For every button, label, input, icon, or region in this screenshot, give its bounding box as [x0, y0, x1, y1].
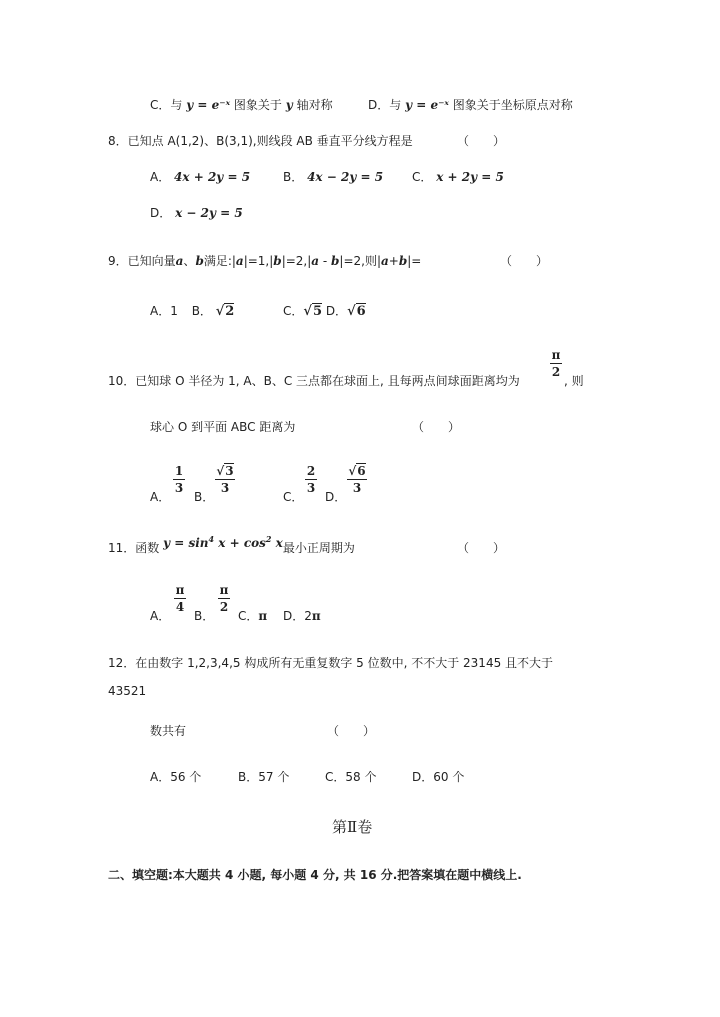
- q8-d-formula: x − 2y = 5: [175, 206, 243, 220]
- q8-b-label: B．: [283, 170, 304, 184]
- q8-stem: 8．已知点 A(1,2)、B(3,1),则线段 AB 垂直平分线方程是: [108, 134, 413, 148]
- q11-a-label: A．: [150, 609, 171, 623]
- q11-b-num: π: [219, 583, 229, 597]
- q8-c-label: C．: [412, 170, 433, 184]
- q9-sep: 、: [183, 254, 196, 268]
- q7-c-text2: 轴对称: [296, 98, 333, 112]
- q7-c-y: y: [285, 98, 293, 112]
- q10-a-fraction: [173, 464, 185, 495]
- q11-formula-mid: x + cos: [214, 536, 266, 550]
- q9-options-ab: [150, 302, 234, 319]
- q12-line2: 43521: [108, 684, 147, 698]
- q9-stem-text: 9．已知向量: [108, 254, 176, 268]
- q10-c-fraction: [305, 464, 317, 495]
- q9-paren: （ ）: [500, 254, 549, 268]
- fraction-bar: [215, 479, 235, 480]
- q10-d-num: √6: [348, 464, 366, 478]
- q9-b-label: B．: [191, 304, 212, 318]
- q9-sum-a: a: [381, 254, 389, 268]
- q12-line3: 数共有: [150, 724, 187, 738]
- q10-paren: （ ）: [412, 420, 461, 434]
- q10-b-radicand: 3: [225, 464, 234, 478]
- q7-d-formula: y = e⁻ˣ: [405, 98, 449, 112]
- q8-option-d: [150, 204, 243, 221]
- q9-stem: [108, 252, 421, 269]
- q11-a-fraction: [174, 583, 186, 614]
- q11-exp4: 4: [208, 534, 215, 544]
- q9-b-sqrt: √2: [215, 304, 235, 319]
- q11-d-value: π: [311, 609, 321, 623]
- q10-d-radicand: 6: [357, 464, 366, 478]
- q7-option-d: [368, 96, 573, 113]
- q11-a-num: π: [175, 583, 185, 597]
- q9-options-cd: [283, 302, 366, 319]
- q10-c-den: 3: [306, 481, 316, 495]
- q9-cond2: |=1,|: [243, 254, 274, 268]
- q8-c-formula: x + 2y = 5: [436, 170, 504, 184]
- q12-option-d: D．60 个: [412, 770, 465, 784]
- q9-plus: +: [388, 254, 399, 268]
- q11-option-c: [238, 607, 267, 624]
- q9-c-label: C．: [283, 304, 304, 318]
- q7-c-text1: 图象关于: [233, 98, 282, 112]
- q9-abs-b: b: [273, 254, 282, 268]
- q8-a-label: A．: [150, 170, 171, 184]
- q10-b-num: √3: [216, 464, 234, 478]
- q11-b-den: 2: [219, 600, 229, 614]
- q7-d-text: 图象关于坐标原点对称: [452, 98, 573, 112]
- q12-option-c: C．58 个: [325, 770, 377, 784]
- q10-a-label: A．: [150, 490, 171, 504]
- q7-option-c: [150, 96, 333, 113]
- q9-vector-b: b: [195, 254, 204, 268]
- q8-a-formula: 4x + 2y = 5: [174, 170, 251, 184]
- q11-a-den: 4: [175, 600, 185, 614]
- q9-minus: -: [319, 254, 332, 268]
- q7-c-formula: y = e⁻ˣ: [186, 98, 231, 112]
- q9-b-radicand: 2: [225, 304, 235, 319]
- q9-d-label: D．: [325, 304, 348, 318]
- q10-two: 2: [551, 365, 561, 379]
- q11-exp2: 2: [265, 534, 272, 544]
- q10-c-label: C．: [283, 490, 304, 504]
- q7-d-label: D．与: [368, 98, 402, 112]
- q9-cond3: |=2,|: [281, 254, 312, 268]
- fraction-bar: [174, 598, 186, 599]
- q11-paren: （ ）: [457, 541, 506, 555]
- q11-b-label: B．: [194, 609, 215, 623]
- q9-diff-a: a: [311, 254, 320, 268]
- q10-a-num: 1: [174, 464, 184, 478]
- q12-option-a: A．56 个: [150, 770, 202, 784]
- q9-cond5: |=: [407, 254, 422, 268]
- q10-d-label: D．: [325, 490, 347, 504]
- q8-d-label: D．: [150, 206, 172, 220]
- q11-c-label: C．: [238, 609, 259, 623]
- fraction-bar: [550, 363, 562, 364]
- q10-b-den: 3: [220, 481, 230, 495]
- q10-d-fraction: [347, 464, 367, 495]
- q12-option-b: B．57 个: [238, 770, 290, 784]
- fraction-bar: [347, 479, 367, 480]
- fraction-bar: [218, 598, 230, 599]
- q9-c-sqrt: √5: [303, 304, 322, 319]
- q11-stem: [108, 534, 355, 556]
- q10-pi-over-2: [550, 348, 562, 379]
- q10-tail: , 则: [564, 374, 584, 388]
- q10-b-fraction: [215, 464, 235, 495]
- q8-option-b: [283, 168, 383, 185]
- q10-stem: 10．已知球 O 半径为 1, A、B、C 三点都在球面上, 且每两点间球面距离均为: [108, 374, 520, 388]
- q9-diff-b: b: [331, 254, 340, 268]
- section-title: 第Ⅱ卷: [332, 818, 373, 836]
- q11-option-d: [283, 607, 321, 624]
- q11-stem-text: 11．函数: [108, 541, 160, 555]
- q9-cond1: 满足:|: [203, 254, 236, 268]
- q9-d-radicand: 6: [356, 304, 366, 319]
- q11-formula: [163, 536, 283, 550]
- q12-paren: （ ）: [327, 724, 376, 738]
- q8-paren: （ ）: [457, 134, 506, 148]
- q9-c-radicand: 5: [312, 304, 322, 319]
- q11-formula-y: y = sin: [163, 536, 209, 550]
- q11-formula-x: x: [271, 536, 283, 550]
- q10-b-label: B．: [194, 490, 215, 504]
- q10-c-num: 2: [306, 464, 316, 478]
- q11-d-label: D．2: [283, 609, 312, 623]
- q10-d-den: 3: [352, 481, 362, 495]
- q9-cond4: |=2,则|: [339, 254, 382, 268]
- section-instructions: 二、填空题:本大题共 4 小题, 每小题 4 分, 共 16 分.把答案填在题中横线上.: [108, 868, 522, 882]
- q11-b-fraction: [218, 583, 230, 614]
- q8-b-formula: 4x − 2y = 5: [307, 170, 384, 184]
- q10-a-den: 3: [174, 481, 184, 495]
- q7-c-label: C．与: [150, 98, 183, 112]
- fraction-bar: [305, 479, 317, 480]
- q10-pi: π: [551, 348, 561, 362]
- q9-abs-a: a: [235, 254, 244, 268]
- fraction-bar: [173, 479, 185, 480]
- q8-option-a: [150, 168, 250, 185]
- q9-sum-b: b: [398, 254, 408, 268]
- q12-stem: 12．在由数字 1,2,3,4,5 构成所有无重复数字 5 位数中, 不不大于 23145 且不大于: [108, 656, 554, 670]
- q9-vector-a: a: [175, 254, 184, 268]
- q11-c-value: π: [258, 609, 268, 623]
- q9-a: A．1: [150, 304, 178, 318]
- q9-d-sqrt: √6: [347, 304, 366, 319]
- q11-tail: 最小正周期为: [282, 541, 355, 555]
- q8-option-c: [412, 168, 504, 185]
- q10-line2: 球心 O 到平面 ABC 距离为: [150, 420, 296, 434]
